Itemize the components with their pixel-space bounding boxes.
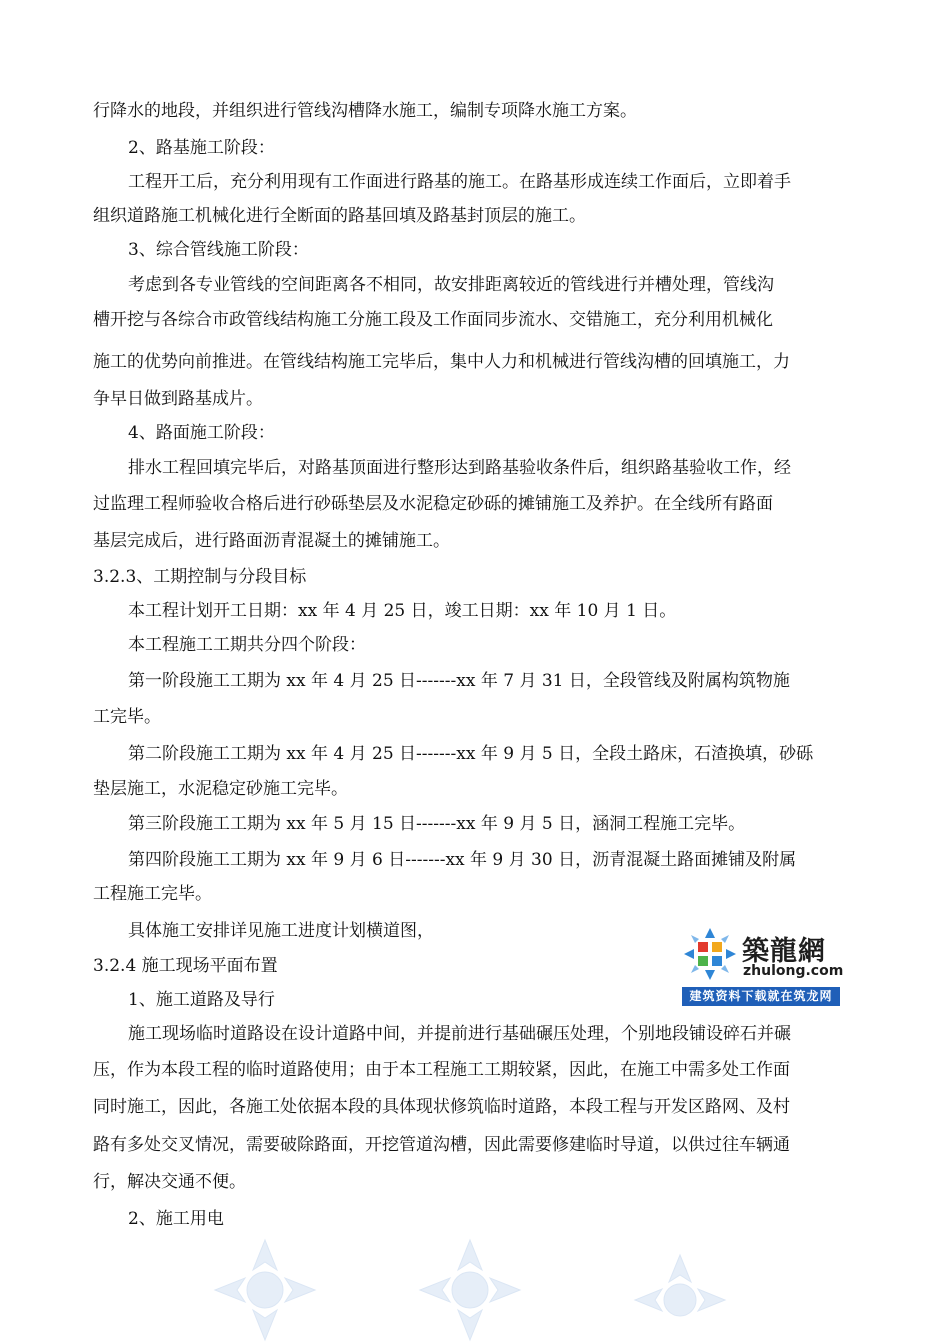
paragraph-line: 争早日做到路基成片。 <box>93 389 263 409</box>
paragraph-line: 第一阶段施工工期为 xx 年 4 月 25 日-------xx 年 7 月 31 日，全段管线及附属构筑物施 <box>128 671 790 691</box>
paragraph-line: 第三阶段施工工期为 xx 年 5 月 15 日-------xx 年 9 月 5 日，涵洞工程施工完毕。 <box>128 814 746 834</box>
section-heading-roadbed: 2、路基施工阶段： <box>128 138 275 158</box>
section-heading-pavement: 4、路面施工阶段： <box>128 423 275 443</box>
paragraph-line: 组织道路施工机械化进行全断面的路基回填及路基封顶层的施工。 <box>93 206 586 226</box>
paragraph-line: 工程开工后，充分利用现有工作面进行路基的施工。在路基形成连续工作面后，立即着手 <box>128 172 791 192</box>
paragraph-line: 第二阶段施工工期为 xx 年 4 月 25 日-------xx 年 9 月 5 日，全段土路床，石渣换填，砂砾 <box>128 744 814 764</box>
section-heading-pipelines: 3、综合管线施工阶段： <box>128 240 309 260</box>
logo-domain: zhulong.com <box>743 963 844 979</box>
paragraph-line: 基层完成后，进行路面沥青混凝土的摊铺施工。 <box>93 531 450 551</box>
paragraph-line: 槽开挖与各综合市政管线结构施工分施工段及工作面同步流水、交错施工，充分利用机械化 <box>93 310 773 330</box>
paragraph-line: 路有多处交叉情况，需要破除路面，开挖管道沟槽，因此需要修建临时导道，以供过往车辆通 <box>93 1135 790 1155</box>
paragraph-line: 同时施工，因此，各施工处依据本段的具体现状修筑临时道路，本段工程与开发区路网、及村 <box>93 1097 790 1117</box>
paragraph-line: 垫层施工，水泥稳定砂施工完毕。 <box>93 779 348 799</box>
paragraph-line: 压，作为本段工程的临时道路使用；由于本工程施工工期较紧，因此，在施工中需多处工作面 <box>93 1060 790 1080</box>
paragraph-line: 考虑到各专业管线的空间距离各不相同，故安排距离较近的管线进行并槽处理，管线沟 <box>128 275 774 295</box>
watermark-pattern <box>0 1230 950 1344</box>
paragraph-line: 本工程施工工期共分四个阶段： <box>128 635 366 655</box>
paragraph-line: 工程施工完毕。 <box>93 884 212 904</box>
logo-banner: 建筑资料下载就在筑龙网 <box>682 987 840 1006</box>
paragraph-line: 过监理工程师验收合格后进行砂砾垫层及水泥稳定砂砾的摊铺施工及养护。在全线所有路面 <box>93 494 773 514</box>
paragraph-line: 排水工程回填完毕后，对路基顶面进行整形达到路基验收条件后，组织路基验收工作，经 <box>128 458 791 478</box>
paragraph-line: 施工的优势向前推进。在管线结构施工完毕后，集中人力和机械进行管线沟槽的回填施工，力 <box>93 352 790 372</box>
logo-name: 築龍網 <box>742 936 826 967</box>
paragraph-line: 施工现场临时道路设在设计道路中间，并提前进行基础碾压处理，个别地段铺设碎石并碾 <box>128 1024 791 1044</box>
paragraph-line: 工完毕。 <box>93 707 161 727</box>
paragraph-line: 本工程计划开工日期：xx 年 4 月 25 日，竣工日期：xx 年 10 月 1 日。 <box>128 601 677 621</box>
section-heading-power: 2、施工用电 <box>128 1209 224 1229</box>
paragraph-line: 行降水的地段，并组织进行管线沟槽降水施工，编制专项降水施工方案。 <box>93 101 637 121</box>
section-heading-site-layout: 3.2.4 施工现场平面布置 <box>93 956 278 976</box>
paragraph-line: 行，解决交通不便。 <box>93 1172 246 1192</box>
section-heading-roads: 1、施工道路及导行 <box>128 990 275 1010</box>
section-heading-schedule: 3.2.3、工期控制与分段目标 <box>93 567 307 587</box>
zhulong-logo <box>680 924 844 1006</box>
paragraph-line: 第四阶段施工工期为 xx 年 9 月 6 日-------xx 年 9 月 30 日，沥青混凝土路面摊铺及附属 <box>128 850 797 870</box>
paragraph-line: 具体施工安排详见施工进度计划横道图， <box>128 921 434 941</box>
